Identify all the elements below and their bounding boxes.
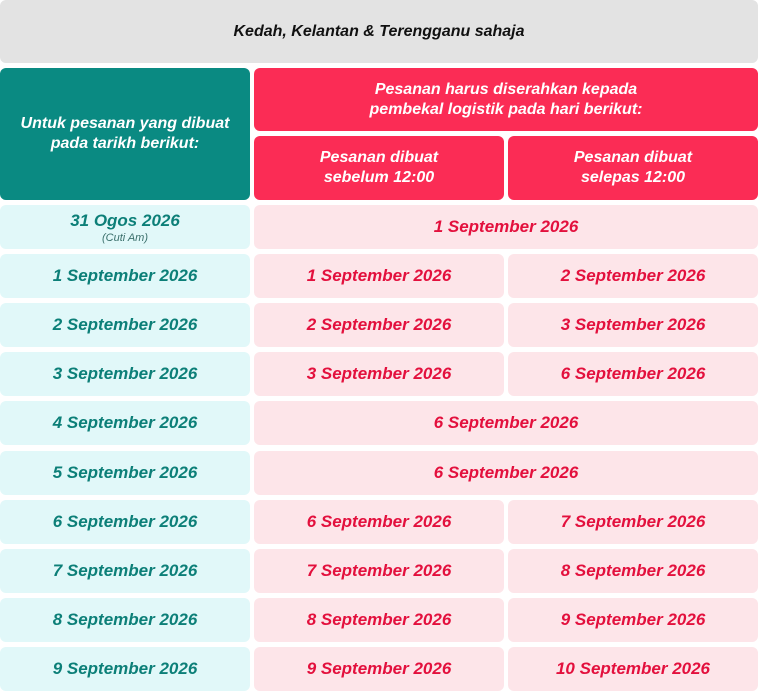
handover-date-merged-cell (254, 451, 758, 495)
handover-date-before-noon-cell (254, 303, 504, 347)
handover-date-before-noon-cell (254, 647, 504, 691)
handover-date-before-noon-cell-text: 3 September 2026 (306, 364, 452, 383)
header-after-noon-line-1: Pesanan dibuat (573, 149, 693, 166)
handover-date-merged-cell-text: 6 September 2026 (433, 413, 579, 432)
handover-date-after-noon-cell (508, 598, 758, 642)
handover-date-after-noon-cell (508, 303, 758, 347)
order-date-cell (0, 352, 250, 396)
handover-date-merged-cell (254, 205, 758, 249)
order-date-cell (0, 549, 250, 593)
header-handover-day-line-2: pembekal logistik pada hari berikut: (369, 100, 643, 118)
header-order-date (0, 68, 250, 200)
order-date-cell (0, 500, 250, 544)
handover-date-after-noon-cell (508, 549, 758, 593)
handover-date-after-noon-cell-text: 3 September 2026 (560, 315, 706, 334)
header-after-noon (508, 136, 758, 200)
handover-date-merged-cell-text: 1 September 2026 (433, 217, 579, 236)
handover-date-after-noon-cell (508, 647, 758, 691)
handover-date-after-noon-cell-text: 6 September 2026 (560, 364, 706, 383)
handover-date-before-noon-cell (254, 352, 504, 396)
header-handover-day (254, 68, 758, 131)
order-date-cell (0, 401, 250, 445)
handover-date-before-noon-cell-text: 9 September 2026 (306, 659, 452, 678)
handover-date-merged-cell-text: 6 September 2026 (433, 463, 579, 482)
order-date-cell-text: 9 September 2026 (52, 659, 198, 678)
handover-date-after-noon-cell-text: 7 September 2026 (560, 512, 706, 531)
order-date-cell (0, 598, 250, 642)
handover-date-before-noon-cell-text: 1 September 2026 (306, 266, 452, 285)
order-date-cell-text: 2 September 2026 (52, 315, 198, 334)
handover-date-before-noon-cell-text: 7 September 2026 (306, 561, 452, 580)
handover-date-before-noon-cell-text: 8 September 2026 (306, 610, 452, 629)
order-date-cell (0, 451, 250, 495)
order-date-cell-text: 8 September 2026 (52, 610, 198, 629)
handover-date-after-noon-cell-text: 8 September 2026 (560, 561, 706, 580)
table-title-text: Kedah, Kelantan & Terengganu sahaja (233, 22, 525, 40)
order-date-cell-text: 6 September 2026 (52, 512, 198, 531)
header-before-noon (254, 136, 504, 200)
order-date-cell (0, 647, 250, 691)
header-handover-day-line-1: Pesanan harus diserahkan kepada (374, 80, 638, 98)
handover-date-after-noon-cell-text: 9 September 2026 (560, 610, 706, 629)
header-before-noon-line-2: sebelum 12:00 (323, 169, 435, 186)
handover-date-after-noon-cell-text: 10 September 2026 (555, 659, 711, 678)
handover-date-before-noon-cell-text: 2 September 2026 (306, 315, 452, 334)
header-after-noon-line-2: selepas 12:00 (580, 169, 686, 186)
order-date-cell-text: 1 September 2026 (52, 266, 198, 285)
handover-date-before-noon-cell (254, 549, 504, 593)
order-date-cell-text: 7 September 2026 (52, 561, 198, 580)
order-date-cell (0, 205, 250, 249)
order-date-cell-text: 31 Ogos 2026 (70, 210, 180, 230)
handover-date-before-noon-cell (254, 500, 504, 544)
handover-date-after-noon-cell (508, 500, 758, 544)
holiday-note: (Cuti Am) (101, 231, 149, 244)
handover-date-after-noon-cell-text: 2 September 2026 (560, 266, 706, 285)
handover-date-before-noon-cell (254, 254, 504, 298)
header-order-date-line-1: Untuk pesanan yang dibuat (20, 115, 230, 132)
handover-date-before-noon-cell (254, 598, 504, 642)
handover-date-after-noon-cell (508, 352, 758, 396)
order-date-cell-text: 4 September 2026 (52, 413, 198, 432)
header-order-date-line-2: pada tarikh berikut: (50, 135, 200, 152)
table-title (0, 0, 758, 63)
order-date-cell-text: 5 September 2026 (52, 463, 198, 482)
handover-date-after-noon-cell (508, 254, 758, 298)
handover-date-before-noon-cell-text: 6 September 2026 (306, 512, 452, 531)
order-date-cell (0, 254, 250, 298)
order-date-cell (0, 303, 250, 347)
order-date-cell-text: 3 September 2026 (52, 364, 198, 383)
header-before-noon-line-1: Pesanan dibuat (319, 149, 439, 166)
handover-date-merged-cell (254, 401, 758, 445)
